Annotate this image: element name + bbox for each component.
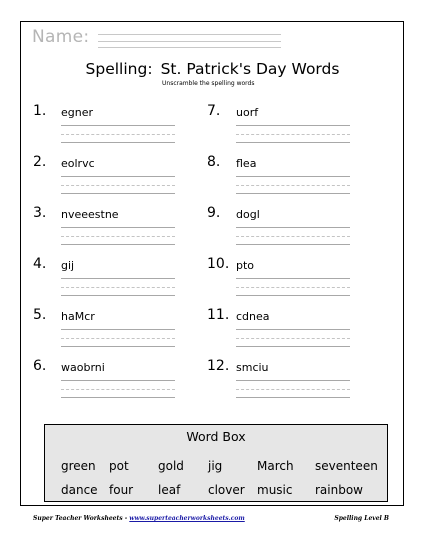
word-item (33, 104, 183, 156)
item-number: 12. (207, 358, 230, 374)
footer-publisher-name: Super Teacher Worksheets - (33, 515, 130, 522)
word-item (207, 155, 357, 207)
word-box-title: Word Box (186, 429, 246, 444)
answer-line[interactable] (61, 227, 175, 228)
scrambled-word: dogl (236, 208, 260, 221)
word-box-word: gold (158, 459, 184, 473)
answer-midline (236, 287, 350, 288)
word-item (207, 206, 357, 258)
word-box-word: dance (61, 483, 98, 497)
word-item (33, 206, 183, 258)
word-item (33, 308, 183, 360)
answer-line (61, 397, 175, 398)
scrambled-word: egner (61, 106, 94, 119)
answer-midline (61, 185, 175, 186)
word-item (207, 257, 357, 309)
name-label: Name: (32, 27, 90, 47)
answer-line (61, 142, 175, 143)
word-item (207, 308, 357, 360)
item-number: 11. (207, 307, 230, 323)
word-item (33, 155, 183, 207)
footer-url-link[interactable]: www.superteacherworksheets.com (129, 515, 245, 522)
scrambled-word: cdnea (236, 310, 270, 323)
name-guide-line-middle (98, 41, 281, 42)
answer-midline (61, 134, 175, 135)
word-box-word: seventeen (315, 459, 378, 473)
answer-line (236, 397, 350, 398)
scrambled-word: pto (236, 259, 255, 272)
word-box-word: clover (208, 483, 245, 497)
answer-line[interactable] (61, 176, 175, 177)
answer-line (236, 193, 350, 194)
answer-midline (61, 287, 175, 288)
scrambled-word: nveeestne (61, 208, 119, 221)
answer-line[interactable] (236, 278, 350, 279)
title-topic: St. Patrick's Day Words (160, 60, 340, 78)
item-number: 10. (207, 256, 230, 272)
word-item (33, 257, 183, 309)
scrambled-word: eolrvc (61, 157, 95, 170)
worksheet-title (0, 62, 425, 78)
answer-midline (61, 389, 175, 390)
scrambled-word: smciu (236, 361, 269, 374)
worksheet-instructions: Unscramble the spelling words (162, 80, 255, 87)
answer-midline (236, 389, 350, 390)
item-number: 6. (33, 358, 47, 374)
name-guide-line-top (98, 34, 281, 35)
word-box-word: rainbow (315, 483, 363, 497)
answer-line[interactable] (61, 380, 175, 381)
answer-line (236, 142, 350, 143)
answer-line (61, 295, 175, 296)
answer-midline (236, 338, 350, 339)
answer-line (61, 193, 175, 194)
answer-midline (236, 185, 350, 186)
answer-midline (236, 134, 350, 135)
footer-level: Spelling Level B (334, 515, 389, 522)
item-number: 1. (33, 103, 47, 119)
scrambled-word: haMcr (61, 310, 95, 323)
word-item (33, 359, 183, 411)
item-number: 5. (33, 307, 47, 323)
item-number: 8. (207, 154, 221, 170)
word-box-word: jig (208, 459, 223, 473)
word-box-word: four (109, 483, 134, 497)
word-box-word: March (257, 459, 294, 473)
word-box-word: pot (109, 459, 129, 473)
answer-midline (61, 236, 175, 237)
item-number: 4. (33, 256, 47, 272)
footer-publisher (33, 516, 245, 522)
answer-line[interactable] (61, 329, 175, 330)
word-box-word: leaf (158, 483, 181, 497)
answer-line (236, 244, 350, 245)
word-box (44, 424, 388, 502)
item-number: 9. (207, 205, 221, 221)
word-box-word: green (61, 459, 96, 473)
item-number: 2. (33, 154, 47, 170)
answer-line[interactable] (236, 176, 350, 177)
answer-line[interactable] (236, 125, 350, 126)
answer-midline (236, 236, 350, 237)
answer-line (61, 346, 175, 347)
scrambled-word: uorf (236, 106, 259, 119)
answer-line (61, 244, 175, 245)
answer-line[interactable] (236, 227, 350, 228)
scrambled-word: waobrni (61, 361, 105, 374)
name-guide-line-bottom (98, 47, 281, 48)
answer-midline (61, 338, 175, 339)
word-item (207, 359, 357, 411)
answer-line[interactable] (236, 329, 350, 330)
answer-line[interactable] (236, 380, 350, 381)
answer-line[interactable] (61, 125, 175, 126)
answer-line (236, 295, 350, 296)
word-item (207, 104, 357, 156)
item-number: 3. (33, 205, 47, 221)
scrambled-word: gij (61, 259, 75, 272)
word-box-word: music (257, 483, 293, 497)
scrambled-word: flea (236, 157, 257, 170)
item-number: 7. (207, 103, 221, 119)
answer-line[interactable] (61, 278, 175, 279)
answer-line (236, 346, 350, 347)
title-spelling: Spelling: (85, 60, 153, 78)
